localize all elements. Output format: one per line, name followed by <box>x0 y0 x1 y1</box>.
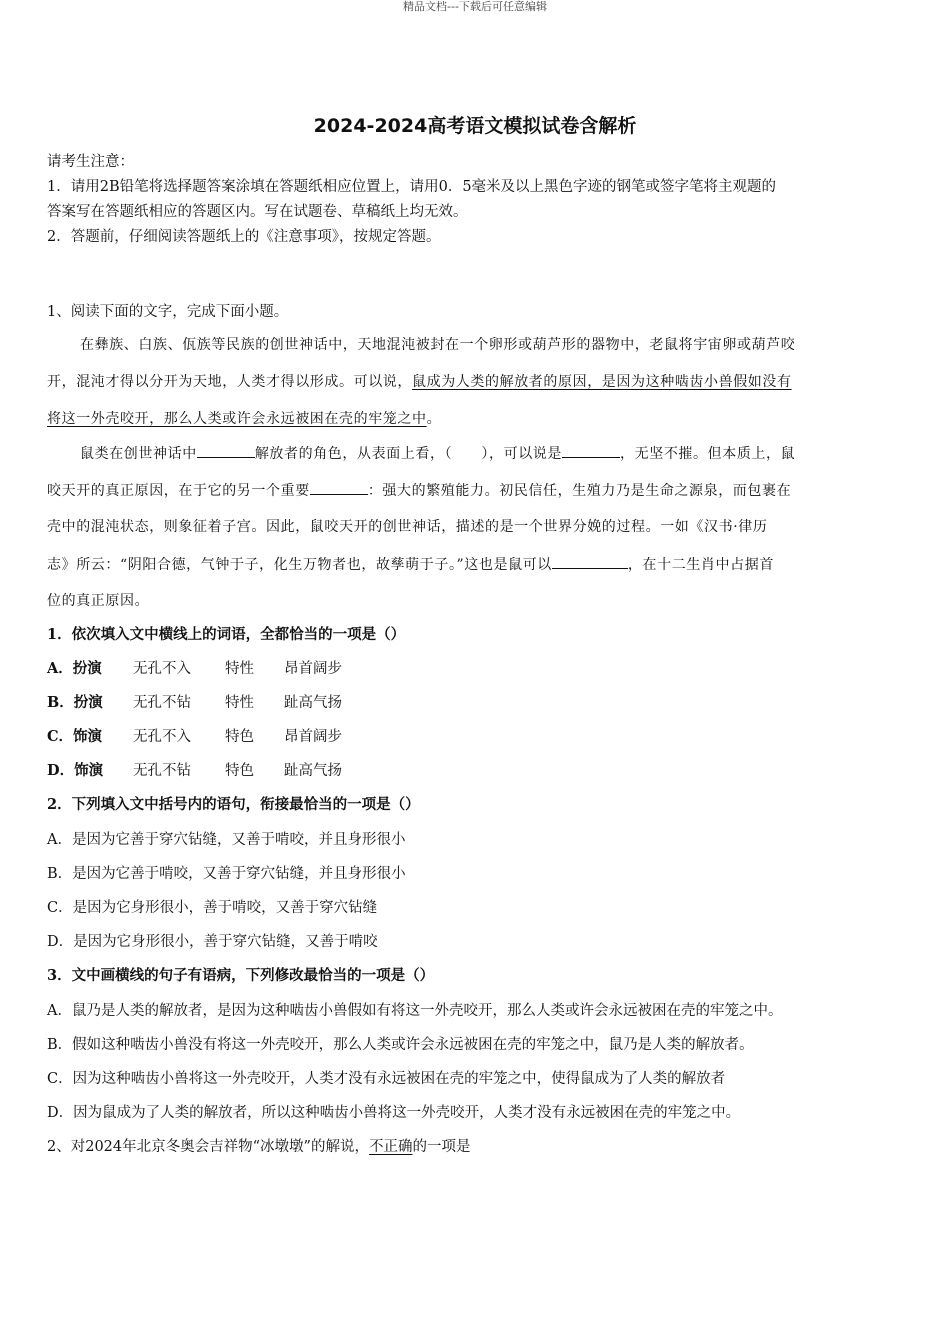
fill-blank <box>562 443 620 458</box>
passage-text: 咬天开的真正原因，在于它的另一个重要 <box>47 483 310 499</box>
passage-text: ，在十二生肖中占据首 <box>627 557 774 573</box>
passage-p2-line-1 <box>80 443 795 464</box>
notice-item-1-line-2: 答案写在答题纸相应的答题区内。写在试题卷、草稿纸上均无效。 <box>47 204 468 220</box>
option-word: 趾高气扬 <box>284 695 342 711</box>
question-3-option-b: B．假如这种啮齿小兽没有将这一外壳咬开，那么人类或许会永远被困在壳的牢笼之中，鼠乃是人类的解放者。 <box>47 1037 754 1053</box>
question-2-option-b: B．是因为它善于啃咬，又善于穿穴钻缝，并且身形很小 <box>47 866 406 882</box>
notice-heading: 请考生注意： <box>47 154 134 170</box>
option-word: 特色 <box>225 729 254 745</box>
question-1-option-c <box>47 727 342 747</box>
section-2-heading <box>47 1137 470 1157</box>
question-1-option-b <box>47 693 342 713</box>
passage-p2-line-2 <box>47 480 791 501</box>
question-1-option-a <box>47 659 342 679</box>
page-header: 精品文档---下载后可任意编辑 <box>403 0 547 13</box>
fill-blank <box>310 480 368 495</box>
passage-p2-line-3: 壳中的混沌状态，则象征着子宫。因此，鼠咬天开的创世神话，描述的是一个世界分娩的过程。一如《汉书·律历 <box>47 519 768 535</box>
underlined-sentence: 将这一外壳咬开，那么人类或许会永远被困在壳的牢笼之中 <box>47 411 427 427</box>
fill-blank <box>552 554 628 569</box>
option-word: 无孔不入 <box>133 661 191 677</box>
option-word: 昂首阔步 <box>284 729 342 745</box>
question-2-stem: 2．下列填入文中括号内的语句，衔接最恰当的一项是（） <box>47 796 420 813</box>
fill-blank <box>197 443 255 458</box>
notice-item-2: 2．答题前，仔细阅读答题纸上的《注意事项》，按规定答题。 <box>47 229 441 245</box>
question-3-option-a: A．鼠乃是人类的解放者，是因为这种啮齿小兽假如有将这一外壳咬开，那么人类或许会永远被困在壳的牢笼之中。 <box>47 1003 783 1019</box>
option-word: 昂首阔步 <box>284 661 342 677</box>
question-1-option-d <box>47 761 342 781</box>
option-word: 特性 <box>225 661 254 677</box>
passage-text: 鼠类在创世神话中 <box>80 446 197 462</box>
passage-p2-line-4 <box>47 554 774 575</box>
passage-p1-line-2 <box>47 372 792 392</box>
question-1-stem: 1．依次填入文中横线上的词语，全都恰当的一项是（） <box>47 626 406 643</box>
option-word: 特性 <box>225 695 254 711</box>
option-label: D．饰演 <box>47 762 104 779</box>
emphasis-underlined: 不正确 <box>368 1139 413 1155</box>
option-label: A．扮演 <box>47 660 102 677</box>
option-word: 无孔不钻 <box>133 763 191 779</box>
option-word: 无孔不入 <box>133 729 191 745</box>
passage-p2-line-5: 位的真正原因。 <box>47 593 150 609</box>
question-3-option-d: D．因为鼠成为了人类的解放者，所以这种啮齿小兽将这一外壳咬开，人类才没有永远被困在壳的牢笼之中。 <box>47 1105 741 1121</box>
notice-item-1-line-1: 1．请用2B铅笔将选择题答案涂填在答题纸相应位置上，请用0．5毫米及以上黑色字迹的钢笔或签字笔将主观题的 <box>47 179 777 195</box>
option-word: 无孔不钻 <box>133 695 191 711</box>
question-3-stem: 3．文中画横线的句子有语病，下列修改最恰当的一项是（） <box>47 967 435 984</box>
question-2-option-d: D．是因为它身形很小，善于穿穴钻缝，又善于啃咬 <box>47 934 378 950</box>
question-2-option-c: C．是因为它身形很小，善于啃咬，又善于穿穴钻缝 <box>47 900 378 916</box>
passage-text: 开，混沌才得以分开为天地，人类才得以形成。可以说， <box>47 374 412 390</box>
section-1-heading: 1、阅读下面的文字，完成下面小题。 <box>47 304 289 320</box>
option-label: C．饰演 <box>47 728 103 745</box>
passage-p1-line-1: 在彝族、白族、佤族等民族的创世神话中，天地混沌被封在一个卵形或葫芦形的器物中，老鼠将宇宙卵或葫芦咬 <box>80 337 796 353</box>
option-label: B．扮演 <box>47 694 103 711</box>
passage-text: ，无坚不摧。但本质上，鼠 <box>620 446 796 462</box>
heading-text: 2、对2024年北京冬奥会吉祥物“冰墩墩”的解说， <box>47 1139 369 1155</box>
passage-text: 。 <box>426 411 442 427</box>
option-word: 特色 <box>225 763 254 779</box>
passage-p1-line-3 <box>47 409 441 429</box>
passage-text: 志》所云：“阴阳合德，气钟于子，化生万物者也，故孳萌于子。”这也是鼠可以 <box>47 557 552 573</box>
question-2-option-a: A．是因为它善于穿穴钻缝，又善于啃咬，并且身形很小 <box>47 832 406 848</box>
heading-text: 的一项是 <box>412 1139 471 1155</box>
question-3-option-c: C．因为这种啮齿小兽将这一外壳咬开，人类才没有永远被困在壳的牢笼之中，使得鼠成为了人类的解放者 <box>47 1071 726 1087</box>
passage-text: 解放者的角色，从表面上看，（ ），可以说是 <box>254 446 563 462</box>
option-word: 趾高气扬 <box>284 763 342 779</box>
underlined-sentence: 鼠成为人类的解放者的原因，是因为这种啮齿小兽假如没有 <box>412 374 792 390</box>
passage-text: ：强大的繁殖能力。初民信任，生殖力乃是生命之源泉，而包裹在 <box>367 483 792 499</box>
page-title: 2024-2024高考语文模拟试卷含解析 <box>313 115 637 137</box>
